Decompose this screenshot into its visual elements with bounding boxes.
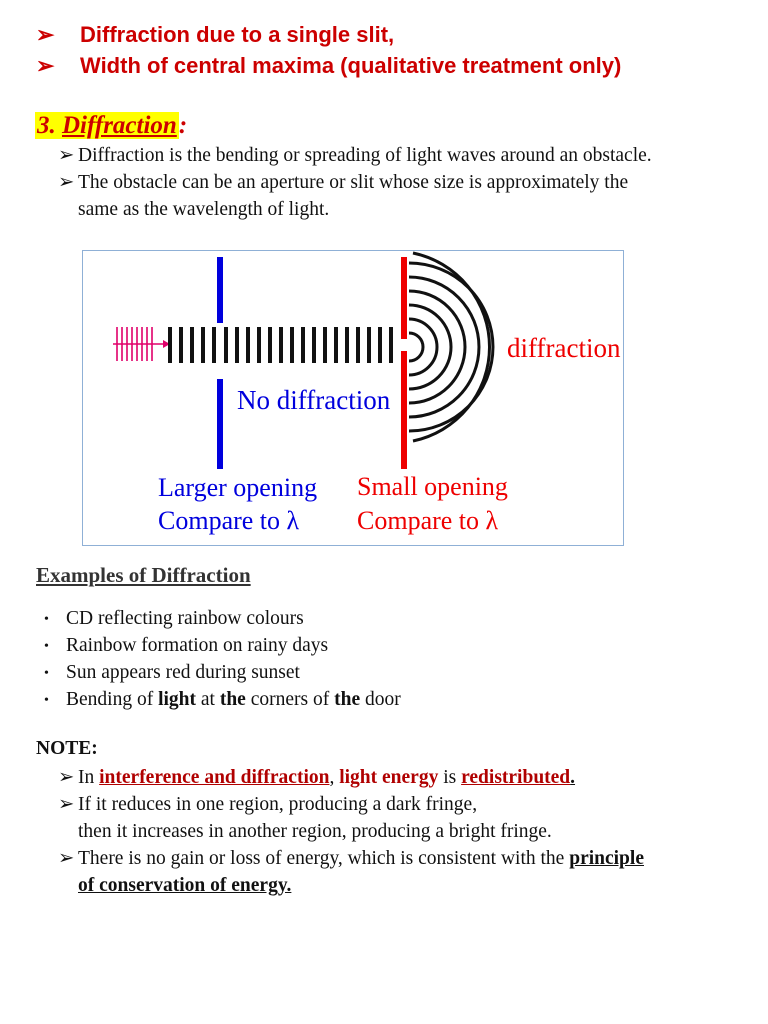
label-diffraction: diffraction [507,333,621,363]
section-title-highlight [35,112,179,139]
note-bullet-2 [58,792,477,818]
section-colon: : [178,112,188,139]
example-text: door [360,689,401,710]
header-line-1 [36,22,394,48]
dot-bullet-icon: • [44,665,49,681]
note-text: In [78,767,100,788]
note-text: If it reduces in one region, producing a dark fringe, [78,794,478,815]
note-title: NOTE: [36,738,98,759]
note-bullet-3-cont [78,873,291,899]
example-bold: the [334,689,361,710]
diffraction-figure [82,250,624,546]
definition-bullet-1 [58,143,652,169]
label-larger-compare: Compare to λ [158,506,300,535]
section-title-text: Diffraction [62,112,177,139]
arrow-bullet-icon: ➢ [58,145,75,166]
arrow-bullet-icon: ➢ [58,848,75,869]
bullet-text: Diffraction is the bending or spreading of light waves around an obstacle. [78,145,652,166]
bullet-text: same as the wavelength of light. [78,199,330,220]
arrow-bullet-icon: ➢ [58,172,75,193]
note-bullet-2-cont [78,819,552,845]
note-highlight: light energy [339,767,439,788]
header-title-2: Width of central maxima (qualitative treatment only) [80,53,622,78]
arrow-bullet-icon: ➢ [58,767,75,788]
examples-title: Examples of Diffraction [36,563,251,587]
note-highlight: interference and diffraction [99,767,330,788]
note-bullet-3 [58,846,644,872]
note-bullet-1 [58,765,575,791]
arrow-bullet-icon: ➢ [36,22,55,47]
note-text: There is no gain or loss of energy, which is consistent with the [78,848,570,869]
example-item [44,687,401,714]
note-text: , [329,767,340,788]
label-small-compare: Compare to λ [357,506,499,535]
example-bold: the [219,689,246,710]
diffraction-diagram [83,251,623,545]
note-highlight: of conservation of energy. [78,875,292,896]
example-bold: light [158,689,197,710]
dot-bullet-icon: • [44,692,49,708]
example-item [44,660,300,687]
header-line-2 [36,53,621,79]
incident-wave-lines [113,327,170,361]
note-highlight: redistributed [461,767,571,788]
example-text: Bending of [66,689,159,710]
note-highlight: principle [569,848,644,869]
note-text: then it increases in another region, producing a bright fringe. [78,821,552,842]
example-text: at [196,689,220,710]
example-text: corners of [245,689,335,710]
note-text: . [570,767,576,788]
example-item [44,606,304,633]
diffracted-wave-arcs [409,253,493,441]
dot-bullet-icon: • [44,611,49,627]
wavefront-lines [170,327,391,363]
example-text: Sun appears red during sunset [66,662,300,683]
dot-bullet-icon: • [44,638,49,654]
header-title-1: Diffraction due to a single slit, [80,22,395,47]
definition-bullet-2 [58,170,628,196]
example-text: Rainbow formation on rainy days [66,635,329,656]
arrow-bullet-icon: ➢ [58,794,75,815]
example-text: CD reflecting rainbow colours [66,608,304,629]
arrow-bullet-icon: ➢ [36,53,55,78]
section-title [35,112,187,140]
bullet-text: The obstacle can be an aperture or slit whose size is approximately the [78,172,629,193]
example-item [44,633,328,660]
note-text: is [438,767,462,788]
definition-bullet-2-cont [78,197,329,223]
label-no-diffraction: No diffraction [237,385,391,415]
label-small-opening: Small opening [357,472,508,501]
section-number: 3. [37,112,56,139]
label-larger-opening: Larger opening [158,473,318,502]
